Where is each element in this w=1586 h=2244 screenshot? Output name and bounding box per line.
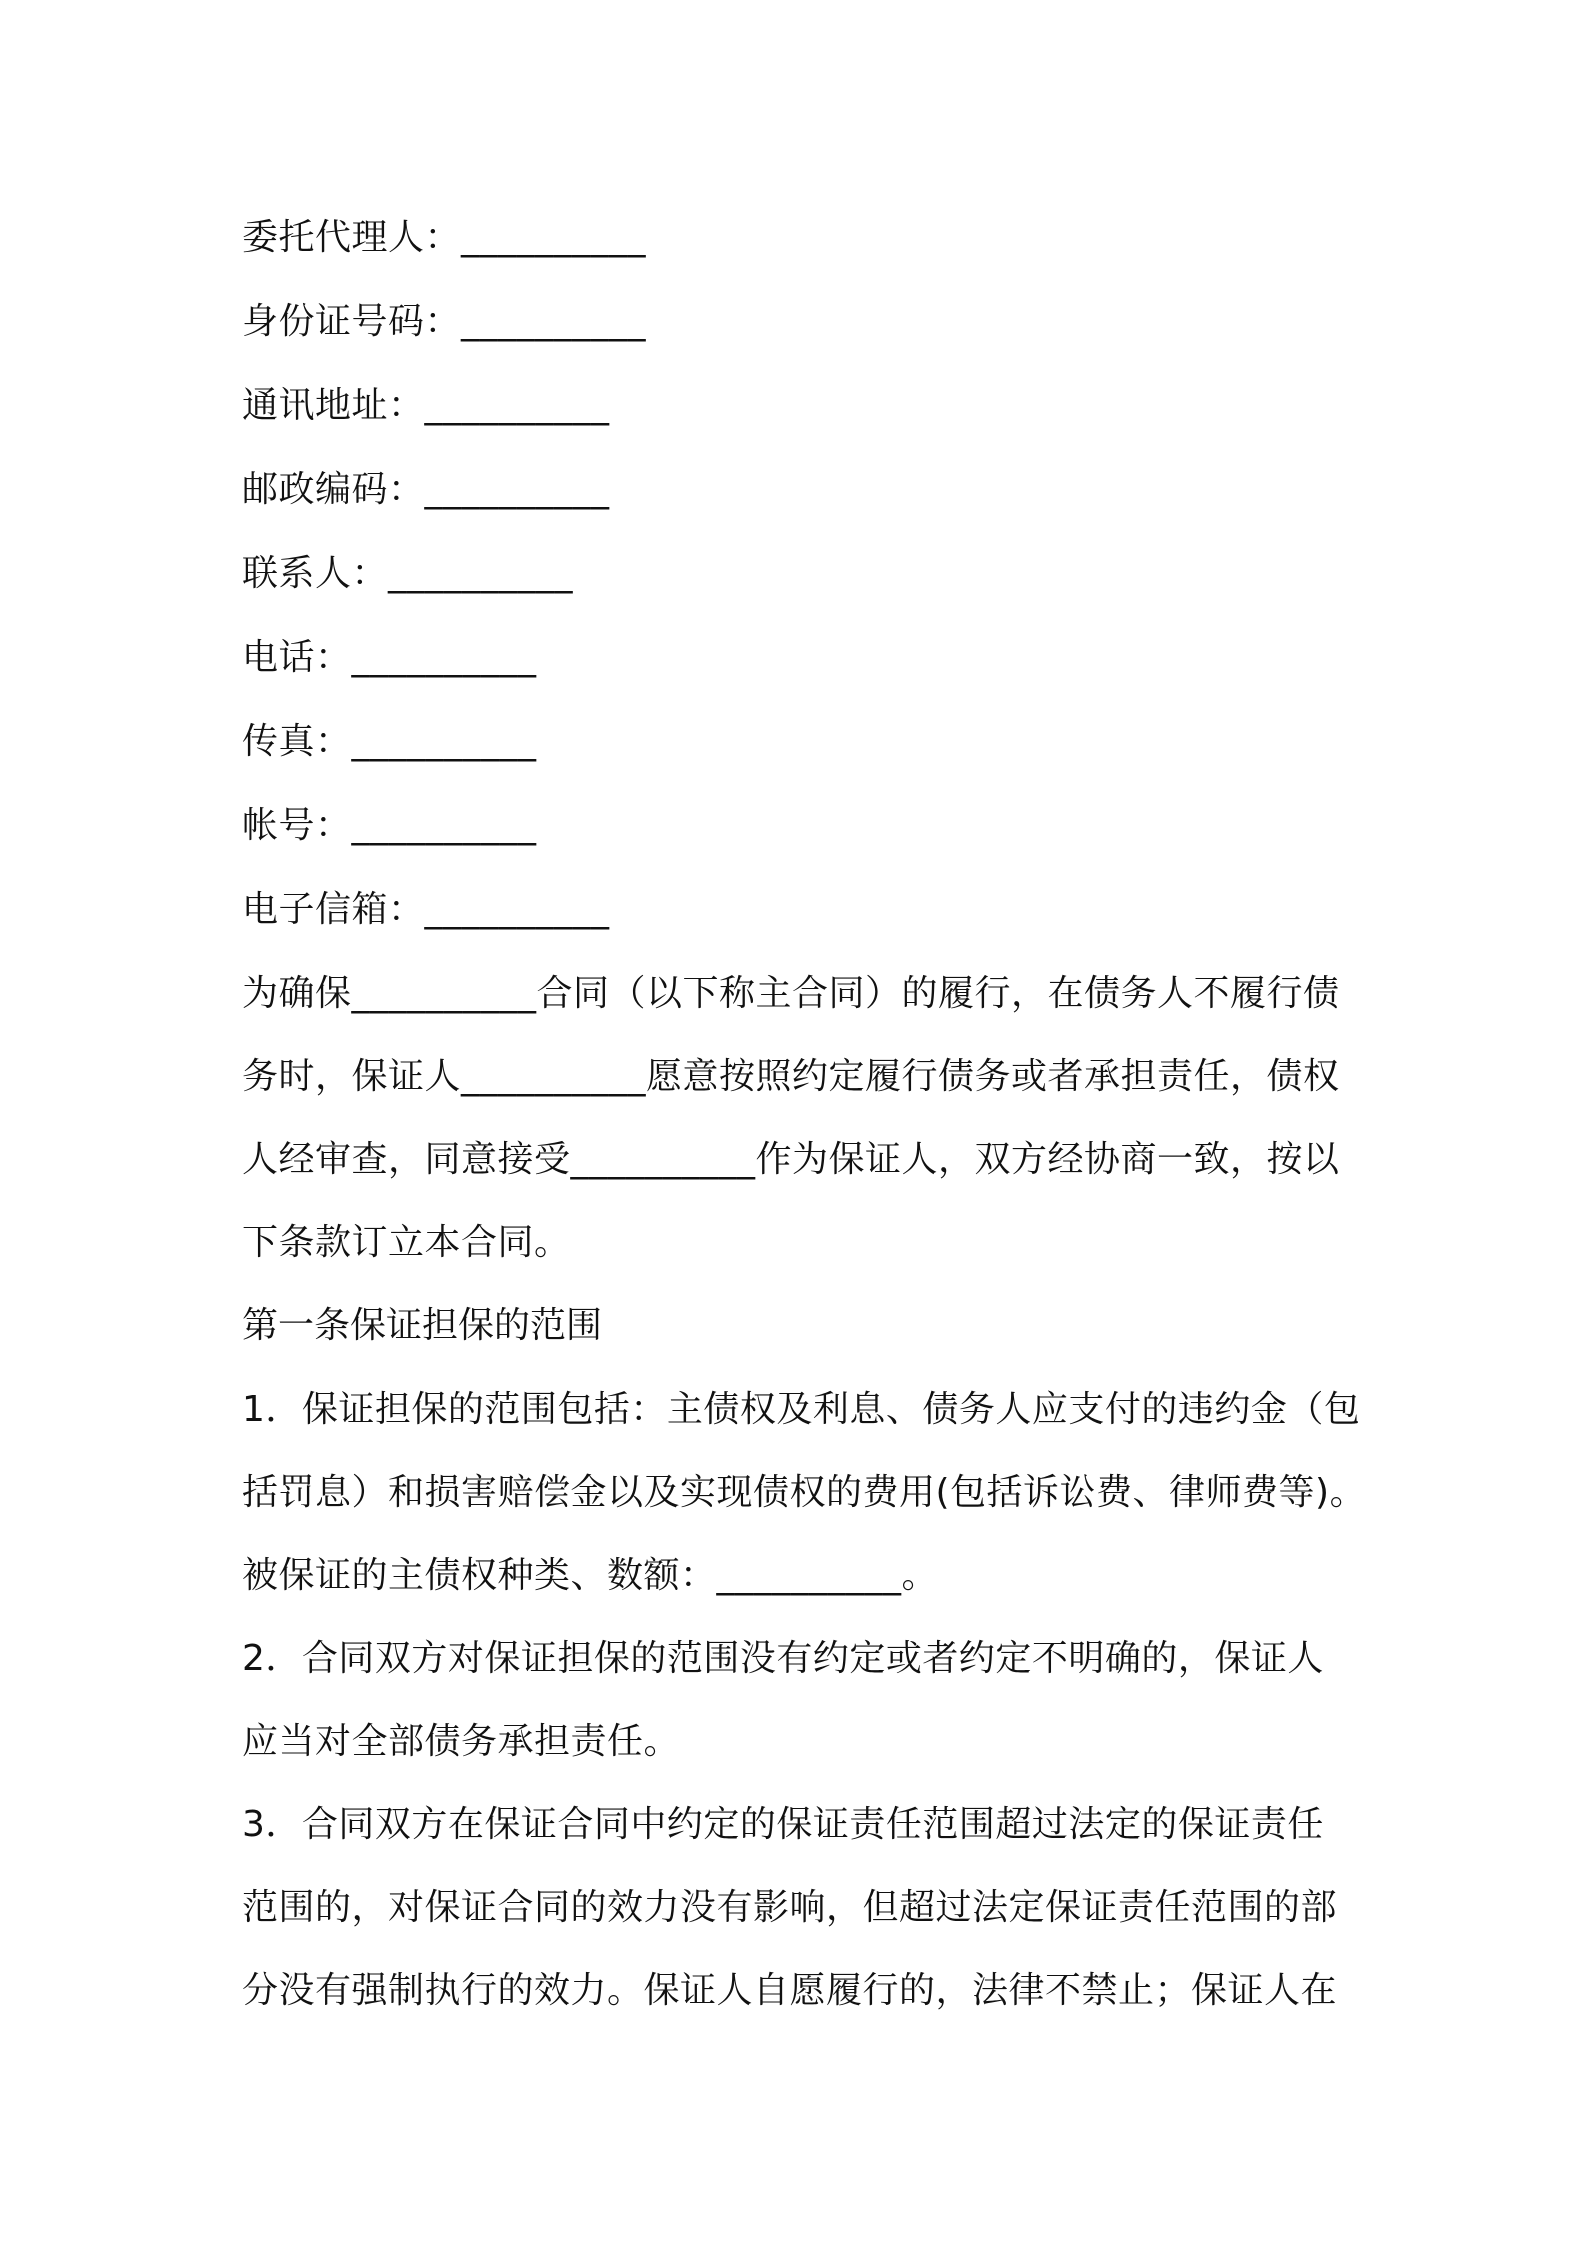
field-agent: [242, 196, 1354, 280]
clause-1: [242, 1368, 1367, 1617]
field-blank: __________: [351, 721, 537, 762]
field-label: 帐号：: [242, 805, 352, 846]
field-email: [242, 868, 1354, 952]
paragraph-line: 为确保__________合同（以下称主合同）的履行，在债务人不履行债: [242, 973, 1340, 1014]
field-blank: __________: [424, 385, 610, 426]
field-label: 邮政编码：: [242, 469, 425, 510]
clause-3: [242, 1783, 1354, 2032]
field-label: 委托代理人：: [242, 217, 462, 258]
field-address: [242, 364, 1354, 448]
field-fax: [242, 700, 1354, 784]
field-blank: __________: [461, 217, 647, 258]
field-blank: __________: [424, 889, 610, 930]
field-account: [242, 784, 1354, 868]
field-postcode: [242, 448, 1354, 532]
paragraph-line: 人经审查，同意接受__________作为保证人，双方经协商一致，按以: [242, 1139, 1340, 1180]
field-phone: [242, 616, 1354, 700]
paragraph-line: 务时，保证人__________愿意按照约定履行债务或者承担责任，债权: [242, 1056, 1340, 1097]
paragraph-line: 1．保证担保的范围包括：主债权及利息、债务人应支付的违约金（包: [242, 1389, 1361, 1430]
field-blank: __________: [424, 469, 610, 510]
field-label: 传真：: [242, 721, 352, 762]
field-blank: __________: [351, 637, 537, 678]
paragraph-line: 3．合同双方在保证合同中约定的保证责任范围超过法定的保证责任: [242, 1804, 1324, 1845]
field-blank: __________: [388, 553, 574, 594]
field-id-number: [242, 280, 1354, 364]
paragraph-line: 应当对全部债务承担责任。: [242, 1721, 681, 1762]
field-label: 电子信箱：: [242, 889, 425, 930]
article-1-title: 第一条保证担保的范围: [242, 1305, 603, 1346]
field-label: 通讯地址：: [242, 385, 425, 426]
paragraph-line: 2．合同双方对保证担保的范围没有约定或者约定不明确的，保证人: [242, 1638, 1324, 1679]
paragraph-line: 被保证的主债权种类、数额：__________。: [242, 1555, 939, 1596]
field-label: 身份证号码：: [242, 301, 462, 342]
field-label: 联系人：: [242, 553, 389, 594]
field-label: 电话：: [242, 637, 352, 678]
field-contact: [242, 532, 1354, 616]
document-body: [242, 196, 1367, 2032]
clause-2: [242, 1617, 1354, 1783]
field-blank: __________: [461, 301, 647, 342]
intro-paragraph: [242, 952, 1354, 1284]
paragraph-line: 分没有强制执行的效力。保证人自愿履行的，法律不禁止；保证人在: [242, 1970, 1338, 2011]
paragraph-line: 范围的，对保证合同的效力没有影响，但超过法定保证责任范围的部: [242, 1887, 1338, 1928]
paragraph-line: 括罚息）和损害赔偿金以及实现债权的费用(包括诉讼费、律师费等)。: [242, 1472, 1367, 1513]
field-blank: __________: [351, 805, 537, 846]
paragraph-line: 下条款订立本合同。: [242, 1222, 571, 1263]
